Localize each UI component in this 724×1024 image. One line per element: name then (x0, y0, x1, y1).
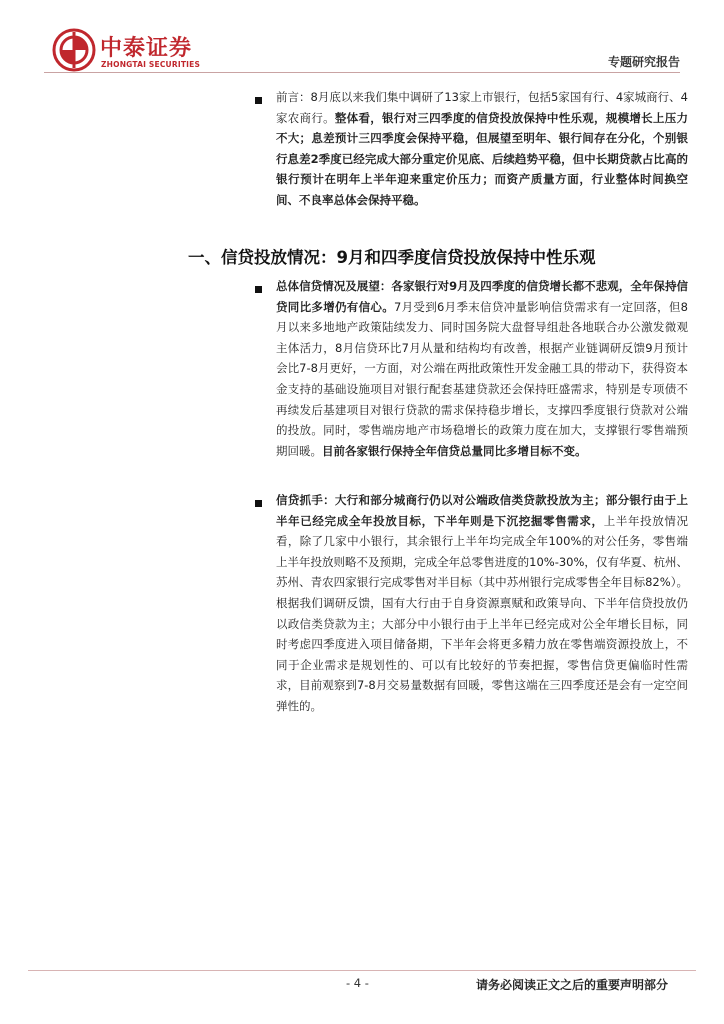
logo-chinese-name: 中泰证券 (100, 36, 193, 61)
section-title: 一、信贷投放情况：9月和四季度信贷投放保持中性乐观 (188, 248, 596, 267)
credit-outlook-body: 7月受到6月季末信贷冲量影响信贷需求有一定回落，但8月以来多地地产政策陆续发力、同时国务院大盘督导组赴各地联合办公激发微观主体活力，8月信贷环比7月从量和结构均有改善，根据产业链调研反馈9月预计会比7-8月更好，一方面，对公端在两批政策性开发金融工具的带动下，获得资本金支持的基础设施项目对银行配套基建贷款还会保持旺盛需求，特别是专项债不再续发后基建项目对银行贷款的需求保持稳步增长，支撑四季度银行贷款对公端的投放。同时，零售端房地产市场稳增长的政策力度在加大，支撑银行零售端预期回暖。 (276, 299, 688, 458)
report-type-label: 专题研究报告 (607, 55, 680, 69)
intro-paragraph (276, 87, 688, 211)
intro-summary: 整体看，银行对三四季度的信贷投放保持中性乐观，规模增长上压力不大；息差预计三四季度会保持平稳，但展望至明年、银行间存在分化，个别银行息差2季度已经完成大部分重定价见底、后续趋势平稳，但中长期贷款占比高的银行预计在明年上半年迎来重定价压力；而资产质量方面，行业整体时间换空间、不良率总体会保持平稳。 (276, 110, 689, 207)
credit-outlook-tail: 目前各家银行保持全年信贷总量同比多增目标不变。 (322, 443, 587, 458)
zhongtai-logo-icon (52, 28, 96, 72)
intro-text: 前言：8月底以来我们集中调研了13家上市银行，包括5家国有行、4家城商行、4家农商行。 (276, 90, 688, 125)
credit-outlook-lead: 总体信贷情况及展望：各家银行对9月及四季度的信贷增长都不悲观，全年保持信贷同比多增仍有信心。 (276, 279, 688, 314)
page-header (0, 0, 724, 80)
credit-drivers-body: 上半年投放情况看，除了几家中小银行，其余银行上半年均完成全年100%的对公任务，零售端上半年投放则略不及预期，完成全年总零售进度的10%-30%，仅有华夏、杭州、苏州、青农四家银行完成零售对半目标（其中苏州银行完成零售全年目标82%）。根据我们调研反馈，国有大行由于自身资源禀赋和政策导向、下半年信贷投放仍以政信类贷款为主；大部分中小银行由于上半年已经完成对公全年增长目标，同时考虑四季度进入项目储备期，下半年会将更多精力放在零售端资源投放上，不同于企业需求是规划性的、可以有比较好的节奏把握，零售信贷更偏临时性需求，目前观察到7-8月交易量数据有回暖，零售这端在三四季度还是会有一定空间弹性的。 (276, 513, 689, 713)
page-number: - 4 - (346, 976, 369, 990)
credit-outlook-paragraph (276, 276, 688, 461)
bullet-icon (255, 500, 262, 507)
footer-divider (28, 970, 696, 971)
credit-drivers-paragraph (276, 490, 688, 717)
disclaimer-note: 请务必阅读正文之后的重要声明部分 (475, 978, 668, 992)
company-logo (52, 28, 252, 72)
credit-drivers-lead: 信贷抓手：大行和部分城商行仍以对公端政信类贷款投放为主；部分银行由于上半年已经完成全年投放目标，下半年则是下沉挖掘零售需求， (276, 493, 688, 528)
bullet-icon (255, 97, 262, 104)
bullet-icon (255, 286, 262, 293)
logo-english-name: ZHONGTAI SECURITIES (101, 60, 201, 69)
header-divider (44, 72, 680, 73)
